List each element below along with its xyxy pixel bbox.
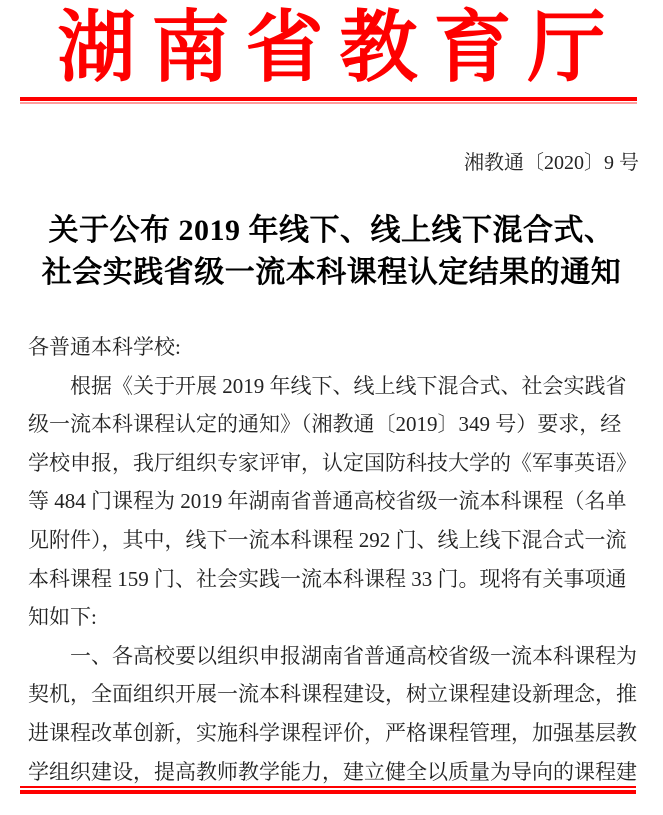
letterhead-separator-line bbox=[20, 97, 637, 104]
letterhead-org-name: 湖南省教育厅 bbox=[57, 4, 622, 91]
body-line-salutation: 各普通本科学校: bbox=[28, 335, 181, 359]
body-line: 学组织建设，提高教师教学能力，建立健全以质量为导向的课程建 bbox=[28, 759, 637, 784]
body-line: 一、各高校要以组织申报湖南省普通高校省级一流本科课程为 bbox=[70, 643, 637, 668]
document-number: 湘教通〔2020〕9 号 bbox=[464, 152, 639, 174]
body-line: 级一流本科课程认定的通知》（湘教通〔2019〕349 号）要求，经 bbox=[28, 412, 622, 437]
footer-separator-line bbox=[20, 786, 636, 794]
body-line: 根据《关于开展 2019 年线下、线上线下混合式、社会实践省 bbox=[70, 373, 627, 398]
body-line: 见附件），其中，线下一流本科课程 292 门、线上线下混合式一流 bbox=[28, 527, 627, 552]
document-title-line-2: 社会实践省级一流本科课程认定结果的通知 bbox=[41, 256, 622, 289]
body-line: 契机，全面组织开展一流本科课程建设，树立课程建设新理念，推 bbox=[28, 682, 637, 707]
document-body bbox=[28, 328, 638, 791]
body-line: 本科课程 159 门、社会实践一流本科课程 33 门。现将有关事项通 bbox=[28, 566, 627, 591]
body-line: 知如下: bbox=[28, 605, 97, 630]
body-line: 等 484 门课程为 2019 年湖南省普通高校省级一流本科课程（名单 bbox=[28, 489, 627, 514]
body-line: 学校申报，我厅组织专家评审，认定国防科技大学的《军事英语》 bbox=[28, 450, 637, 475]
document-title bbox=[0, 210, 663, 294]
body-line: 进课程改革创新，实施科学课程评价，严格课程管理，加强基层教 bbox=[28, 720, 637, 745]
document-title-line-1: 关于公布 2019 年线下、线上线下混合式、 bbox=[48, 214, 615, 247]
